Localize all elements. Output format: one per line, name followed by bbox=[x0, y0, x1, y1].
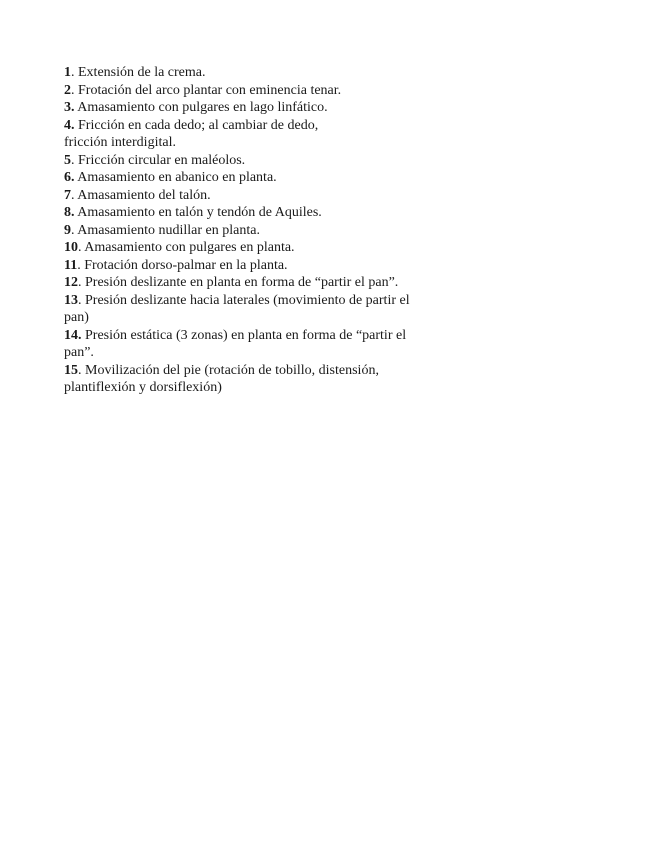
item-text: Extensión de la crema. bbox=[78, 65, 206, 80]
list-item bbox=[64, 274, 444, 292]
item-text: Amasamiento en talón y tendón de Aquiles. bbox=[77, 205, 322, 220]
list-item bbox=[64, 239, 444, 257]
item-punct: . bbox=[71, 152, 78, 168]
item-punct: . bbox=[77, 257, 85, 273]
item-text: Fricción en cada dedo; al cambiar de dedo, bbox=[78, 117, 319, 133]
item-text: Frotación dorso-palmar en la planta. bbox=[84, 257, 288, 273]
item-number: 8. bbox=[64, 205, 75, 220]
item-number: 7 bbox=[64, 187, 71, 203]
item-number: 1 bbox=[64, 65, 71, 80]
item-punct: . bbox=[78, 275, 85, 290]
item-punct: . bbox=[78, 362, 85, 378]
item-punct: . bbox=[78, 240, 85, 255]
list-item bbox=[64, 362, 444, 397]
item-text-continuation: plantiflexión y dorsiflexión) bbox=[64, 380, 222, 395]
list-item bbox=[64, 117, 444, 152]
item-number: 15 bbox=[64, 362, 78, 378]
list-item bbox=[64, 169, 444, 187]
item-number: 6. bbox=[64, 170, 75, 185]
item-punct: . bbox=[71, 65, 78, 80]
item-text: Amasamiento con pulgares en planta. bbox=[84, 240, 295, 255]
item-number: 5 bbox=[64, 152, 71, 168]
item-text: Amasamiento nudillar en planta. bbox=[77, 222, 260, 238]
item-text: Amasamiento del talón. bbox=[77, 187, 211, 203]
item-text: Movilización del pie (rotación de tobillo, distensión, bbox=[85, 362, 379, 378]
item-number: 2 bbox=[64, 82, 71, 98]
item-text: Presión estática (3 zonas) en planta en forma de “partir el bbox=[85, 327, 407, 343]
item-text: Amasamiento con pulgares en lago linfático. bbox=[77, 100, 328, 115]
item-text: Frotación del arco plantar con eminencia tenar. bbox=[78, 82, 342, 98]
item-number: 11 bbox=[64, 257, 78, 273]
item-number: 3. bbox=[64, 100, 75, 115]
item-text: Presión deslizante en planta en forma de “partir el pan”. bbox=[85, 275, 399, 290]
item-text-continuation: pan) bbox=[64, 310, 89, 325]
item-text: Amasamiento en abanico en planta. bbox=[77, 170, 277, 185]
list-item bbox=[64, 204, 444, 222]
item-text: Presión deslizante hacia laterales (movimiento de partir el bbox=[85, 292, 410, 308]
item-punct: . bbox=[71, 82, 78, 98]
list-item bbox=[64, 257, 444, 275]
item-number: 12 bbox=[64, 275, 78, 290]
item-text-continuation: fricción interdigital. bbox=[64, 135, 176, 150]
item-number: 13 bbox=[64, 292, 78, 308]
item-number: 14. bbox=[64, 327, 82, 343]
list-item bbox=[64, 82, 444, 100]
list-item bbox=[64, 99, 444, 117]
item-punct: . bbox=[71, 187, 78, 203]
item-number: 9 bbox=[64, 222, 71, 238]
item-text-continuation: pan”. bbox=[64, 345, 94, 360]
item-number: 4. bbox=[64, 117, 75, 133]
list-item bbox=[64, 152, 444, 170]
list-item bbox=[64, 327, 444, 362]
item-number: 10 bbox=[64, 240, 78, 255]
item-text: Fricción circular en maléolos. bbox=[78, 152, 246, 168]
list-item bbox=[64, 292, 444, 327]
list-item bbox=[64, 187, 444, 205]
list-item bbox=[64, 64, 444, 82]
massage-steps-list bbox=[64, 64, 444, 397]
item-punct: . bbox=[78, 292, 85, 308]
item-punct: . bbox=[71, 222, 78, 238]
list-item bbox=[64, 222, 444, 240]
